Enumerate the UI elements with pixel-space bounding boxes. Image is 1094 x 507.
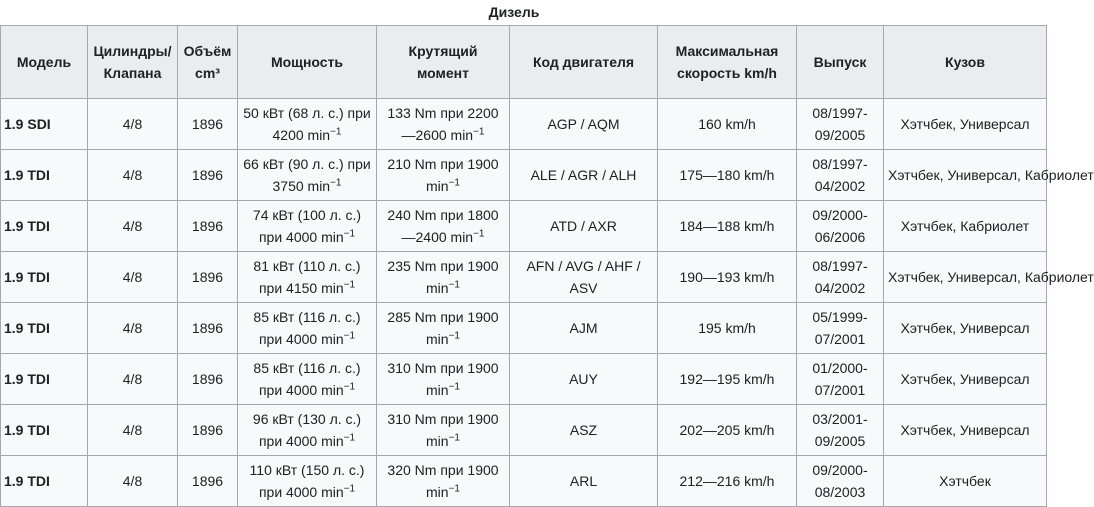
header-engine-code: Код двигателя: [510, 26, 658, 99]
cell-volume: [178, 405, 238, 456]
cell-engine-code-text: ARL: [569, 473, 598, 489]
cell-power-text: 96 кВт (130 л. с.) при 4000 min: [252, 411, 362, 449]
cell-cylinders-text: 4/8: [122, 371, 143, 387]
cell-model: [1, 354, 88, 405]
cell-production-text: 05/1999-07/2001: [812, 309, 868, 347]
superscript-minus-one: −1: [343, 381, 356, 393]
cell-power-text: 110 кВт (150 л. с.) при 4000 min: [249, 462, 365, 500]
cell-body: [884, 303, 1047, 354]
cell-volume: [178, 150, 238, 201]
cell-volume-text: 1896: [191, 473, 224, 489]
table-caption: Дизель: [0, 0, 1028, 25]
cell-body: [884, 201, 1047, 252]
superscript-minus-one: −1: [448, 279, 460, 291]
cell-engine-code-text: AUY: [569, 371, 598, 387]
cell-engine-code-text: ALE / AGR / ALH: [530, 167, 637, 183]
cell-cylinders: [88, 150, 178, 201]
cell-model: [1, 252, 88, 303]
cell-cylinders-text: 4/8: [122, 116, 143, 132]
superscript-minus-one: −1: [330, 126, 342, 138]
cell-torque: [377, 303, 510, 354]
cell-cylinders: [88, 456, 178, 507]
cell-production: [797, 405, 884, 456]
cell-max-speed: [658, 405, 797, 456]
header-torque: Крутящий момент: [377, 26, 510, 99]
cell-model-text: 1.9 TDI: [4, 371, 50, 387]
cell-max-speed-text: 160 km/h: [698, 116, 756, 132]
cell-model: [1, 405, 88, 456]
cell-model-text: 1.9 TDI: [4, 167, 50, 183]
cell-power: [238, 405, 377, 456]
superscript-minus-one: −1: [343, 228, 356, 240]
table-row: [1, 150, 1047, 201]
cell-body-text: Хэтчбек: [939, 473, 991, 489]
cell-model: [1, 456, 88, 507]
cell-cylinders: [88, 354, 178, 405]
cell-max-speed: [658, 354, 797, 405]
cell-body: [884, 150, 1094, 201]
cell-torque: [377, 252, 510, 303]
cell-volume: [178, 99, 238, 150]
cell-torque: [377, 354, 510, 405]
cell-body: [884, 405, 1047, 456]
cell-volume-text: 1896: [191, 116, 224, 132]
cell-body: [884, 456, 1047, 507]
cell-body-text: Хэтчбек, Универсал: [900, 371, 1030, 387]
cell-production: [797, 201, 884, 252]
cell-power-text: 66 кВт (90 л. с.) при 3750 min: [243, 156, 371, 194]
cell-torque-text: 285 Nm при 1900 min: [387, 309, 499, 347]
cell-model-text: 1.9 TDI: [4, 269, 50, 285]
cell-model-text: 1.9 TDI: [4, 320, 50, 336]
superscript-minus-one: −1: [448, 432, 460, 444]
cell-max-speed-text: 190—193 km/h: [679, 269, 775, 285]
engine-specs-table: [0, 25, 1094, 507]
cell-engine-code-text: ATD / AXR: [550, 218, 617, 234]
cell-production-text: 09/2000-08/2003: [812, 462, 868, 500]
cell-model-text: 1.9 TDI: [4, 473, 50, 489]
cell-body: [884, 252, 1094, 303]
cell-engine-code-text: AJM: [569, 320, 598, 336]
cell-volume: [178, 303, 238, 354]
cell-engine-code: [510, 303, 658, 354]
cell-cylinders-text: 4/8: [122, 320, 143, 336]
superscript-minus-one: −1: [330, 177, 342, 189]
superscript-minus-one: −1: [343, 483, 356, 495]
cell-body: [884, 354, 1047, 405]
cell-cylinders-text: 4/8: [122, 473, 143, 489]
cell-torque: [377, 150, 510, 201]
cell-torque-text: 235 Nm при 1900 min: [387, 258, 499, 296]
superscript-minus-one: −1: [343, 432, 356, 444]
header-production: Выпуск: [797, 26, 884, 99]
cell-torque: [377, 201, 510, 252]
cell-model: [1, 303, 88, 354]
cell-model: [1, 150, 88, 201]
cell-model-text: 1.9 TDI: [4, 218, 50, 234]
header-body: Кузов: [884, 26, 1047, 99]
cell-torque: [377, 456, 510, 507]
cell-max-speed: [658, 456, 797, 507]
cell-production-text: 08/1997-09/2005: [812, 105, 868, 143]
cell-power: [238, 201, 377, 252]
header-row: [1, 26, 1047, 99]
cell-production-text: 08/1997-04/2002: [812, 258, 868, 296]
cell-torque-text: 240 Nm при 1800—2400 min: [387, 207, 499, 245]
cell-cylinders-text: 4/8: [122, 218, 143, 234]
cell-production: [797, 303, 884, 354]
table-row: [1, 201, 1047, 252]
cell-production-text: 09/2000-06/2006: [812, 207, 868, 245]
cell-model: [1, 201, 88, 252]
cell-volume: [178, 456, 238, 507]
cell-power-text: 74 кВт (100 л. с.) при 4000 min: [252, 207, 362, 245]
cell-max-speed-text: 212—216 km/h: [679, 473, 775, 489]
cell-power-text: 81 кВт (110 л. с.) при 4150 min: [253, 258, 361, 296]
cell-engine-code: [510, 405, 658, 456]
cell-production-text: 01/2000-07/2001: [812, 360, 868, 398]
cell-cylinders: [88, 303, 178, 354]
cell-engine-code: [510, 150, 658, 201]
header-cylinders: Цилиндры/ Клапана: [88, 26, 178, 99]
cell-max-speed-text: 184—188 km/h: [679, 218, 775, 234]
cell-production: [797, 252, 884, 303]
table-row: [1, 354, 1047, 405]
cell-engine-code: [510, 201, 658, 252]
table-row: [1, 252, 1047, 303]
cell-torque-text: 310 Nm при 1900 min: [387, 411, 499, 449]
cell-max-speed: [658, 150, 797, 201]
cell-max-speed-text: 175—180 km/h: [679, 167, 775, 183]
cell-cylinders-text: 4/8: [122, 167, 143, 183]
header-max-speed: Максимальная скорость km/h: [658, 26, 797, 99]
superscript-minus-one: −1: [473, 228, 485, 240]
cell-power: [238, 354, 377, 405]
superscript-minus-one: −1: [448, 483, 460, 495]
cell-torque-text: 320 Nm при 1900 min: [387, 462, 499, 500]
cell-body-text: Хэтчбек, Универсал, Кабриолет: [888, 269, 1094, 285]
cell-max-speed: [658, 201, 797, 252]
cell-power-text: 85 кВт (116 л. с.) при 4000 min: [253, 309, 361, 347]
header-volume-label: Объём: [183, 43, 232, 59]
cell-engine-code-text: AFN / AVG / AHF / ASV: [526, 258, 641, 296]
cell-cylinders-text: 4/8: [122, 422, 143, 438]
cell-cylinders: [88, 405, 178, 456]
cell-cylinders: [88, 252, 178, 303]
cell-max-speed: [658, 252, 797, 303]
header-model: Модель: [1, 26, 88, 99]
cell-body-text: Хэтчбек, Универсал: [900, 320, 1030, 336]
cell-power: [238, 456, 377, 507]
header-volume-unit: cm³: [195, 65, 220, 81]
superscript-minus-one: −1: [448, 330, 460, 342]
cell-power: [238, 150, 377, 201]
cell-volume-text: 1896: [191, 371, 224, 387]
header-power: Мощность: [238, 26, 377, 99]
cell-volume: [178, 354, 238, 405]
cell-body-text: Хэтчбек, Универсал: [900, 116, 1030, 132]
cell-power: [238, 99, 377, 150]
cell-engine-code: [510, 252, 658, 303]
cell-cylinders: [88, 99, 178, 150]
cell-production: [797, 150, 884, 201]
cell-max-speed-text: 192—195 km/h: [679, 371, 775, 387]
cell-cylinders-text: 4/8: [122, 269, 143, 285]
cell-max-speed: [658, 303, 797, 354]
cell-max-speed: [658, 99, 797, 150]
superscript-minus-one: −1: [343, 279, 356, 291]
table-row: [1, 99, 1047, 150]
cell-body-text: Хэтчбек, Универсал: [900, 422, 1030, 438]
cell-engine-code: [510, 99, 658, 150]
cell-torque: [377, 405, 510, 456]
cell-volume: [178, 252, 238, 303]
cell-model: [1, 99, 88, 150]
cell-power: [238, 252, 377, 303]
cell-body-text: Хэтчбек, Кабриолет: [900, 218, 1030, 234]
cell-max-speed-text: 195 km/h: [698, 320, 756, 336]
cell-cylinders: [88, 201, 178, 252]
cell-model-text: 1.9 TDI: [4, 422, 50, 438]
cell-volume-text: 1896: [191, 320, 224, 336]
cell-engine-code-text: AGP / AQM: [547, 116, 620, 132]
cell-volume-text: 1896: [191, 422, 224, 438]
cell-torque-text: 210 Nm при 1900 min: [387, 156, 499, 194]
superscript-minus-one: −1: [343, 330, 356, 342]
cell-torque-text: 310 Nm при 1900 min: [387, 360, 499, 398]
header-volume: [178, 26, 238, 99]
table-row: [1, 405, 1047, 456]
cell-production-text: 08/1997-04/2002: [812, 156, 868, 194]
cell-volume-text: 1896: [191, 269, 224, 285]
cell-production: [797, 456, 884, 507]
superscript-minus-one: −1: [448, 177, 460, 189]
cell-power: [238, 303, 377, 354]
cell-power-text: 50 кВт (68 л. с.) при 4200 min: [243, 105, 371, 143]
cell-volume-text: 1896: [191, 218, 224, 234]
cell-volume-text: 1896: [191, 167, 224, 183]
cell-engine-code: [510, 456, 658, 507]
cell-body-text: Хэтчбек, Универсал, Кабриолет: [888, 167, 1094, 183]
cell-production: [797, 99, 884, 150]
cell-production-text: 03/2001-09/2005: [812, 411, 868, 449]
cell-volume: [178, 201, 238, 252]
cell-engine-code: [510, 354, 658, 405]
cell-power-text: 85 кВт (116 л. с.) при 4000 min: [253, 360, 361, 398]
cell-model-text: 1.9 SDI: [4, 116, 51, 132]
cell-torque-text: 133 Nm при 2200—2600 min: [387, 105, 499, 143]
table-row: [1, 303, 1047, 354]
cell-torque: [377, 99, 510, 150]
cell-production: [797, 354, 884, 405]
superscript-minus-one: −1: [448, 381, 460, 393]
cell-max-speed-text: 202—205 km/h: [679, 422, 775, 438]
cell-body: [884, 99, 1047, 150]
superscript-minus-one: −1: [473, 126, 485, 138]
cell-engine-code-text: ASZ: [569, 422, 598, 438]
table-row: [1, 456, 1047, 507]
